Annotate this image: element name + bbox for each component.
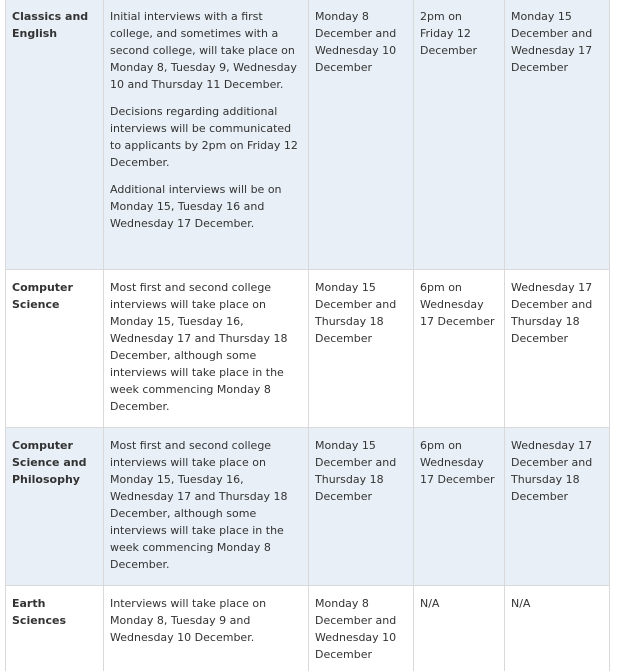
details-cell: [104, 0, 309, 270]
deadline-cell: 2pm on Friday 12 December: [414, 0, 505, 270]
date-cell: Monday 8 December and Wednesday 10 December: [309, 0, 414, 270]
detail-paragraph: Interviews will take place on Monday 8, Tuesday 9 and Wednesday 10 December.: [110, 597, 267, 644]
subject-cell: Computer Science: [6, 270, 104, 428]
deadline-cell: N/A: [414, 586, 505, 671]
details-cell: [104, 586, 309, 671]
additional-date-cell: Wednesday 17 December and Thursday 18 December: [505, 270, 610, 428]
additional-date-cell: Monday 15 December and Wednesday 17 December: [505, 0, 610, 270]
subject-cell: Classics and English: [6, 0, 104, 270]
interview-schedule-table: [5, 0, 610, 671]
subject-cell: Computer Science and Philosophy: [6, 428, 104, 586]
details-cell: [104, 428, 309, 586]
date-cell: Monday 15 December and Thursday 18 December: [309, 270, 414, 428]
additional-date-cell: Wednesday 17 December and Thursday 18 December: [505, 428, 610, 586]
detail-paragraph: Decisions regarding additional interviews will be communicated to applicants by 2pm on Friday 12 December.: [110, 105, 298, 169]
details-cell: [104, 270, 309, 428]
deadline-cell: 6pm on Wednesday 17 December: [414, 270, 505, 428]
table-row: [6, 270, 610, 428]
table-row: [6, 428, 610, 586]
table-row: [6, 586, 610, 671]
detail-paragraph: Additional interviews will be on Monday 15, Tuesday 16 and Wednesday 17 December.: [110, 183, 282, 230]
detail-paragraph: Most first and second college interviews will take place on Monday 15, Tuesday 16, Wednesday 17 and Thursday 18 December, although some interviews will take place in the week commencing Monday 8 December.: [110, 281, 288, 413]
date-cell: Monday 8 December and Wednesday 10 December: [309, 586, 414, 671]
subject-cell: Earth Sciences: [6, 586, 104, 671]
table-row: [6, 0, 610, 270]
detail-paragraph: Most first and second college interviews will take place on Monday 15, Tuesday 16, Wednesday 17 and Thursday 18 December, although some interviews will take place in the week commencing Monday 8 December.: [110, 439, 288, 571]
deadline-cell: 6pm on Wednesday 17 December: [414, 428, 505, 586]
additional-date-cell: N/A: [505, 586, 610, 671]
detail-paragraph: Initial interviews with a first college, and sometimes with a second college, will take place on Monday 8, Tuesday 9, Wednesday 10 and Thursday 11 December.: [110, 10, 297, 91]
date-cell: Monday 15 December and Thursday 18 December: [309, 428, 414, 586]
